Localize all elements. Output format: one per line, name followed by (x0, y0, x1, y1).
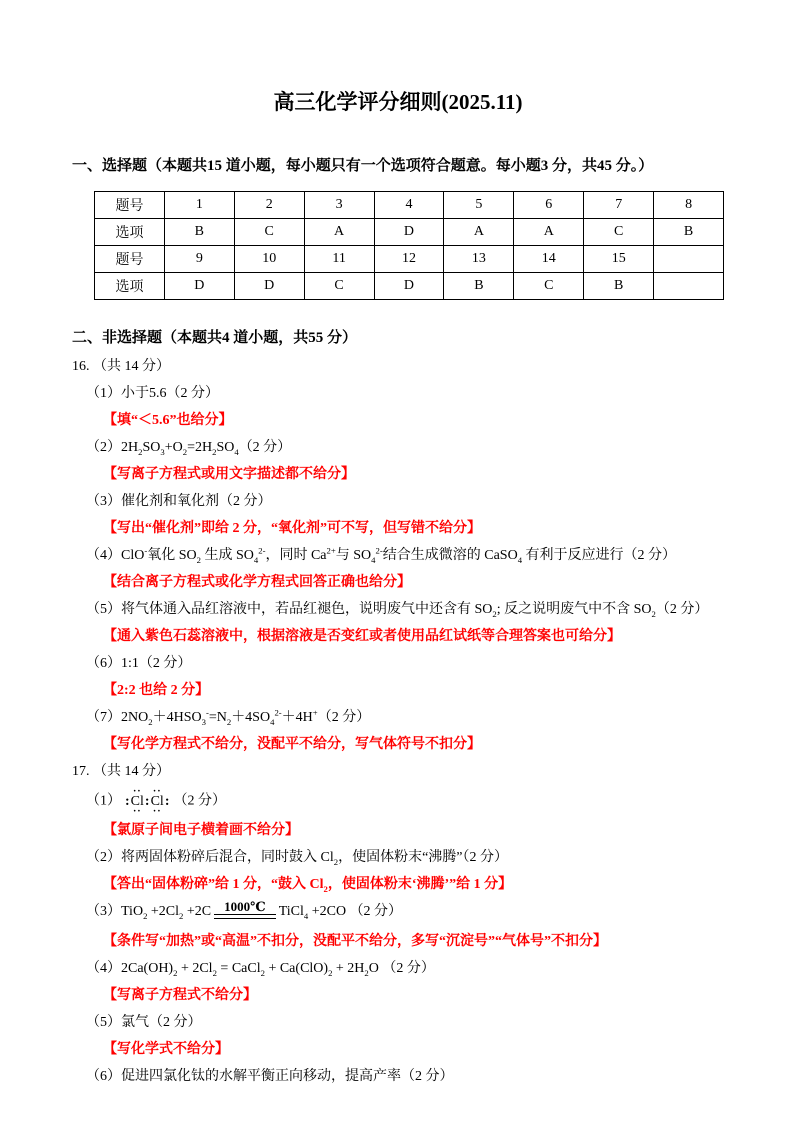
question-heading: 16. （共 14 分） (72, 359, 170, 374)
answer-cell: 15 (584, 246, 654, 273)
answer-line: （2）将两固体粉碎后混合，同时鼓入 $Cl_2$，使固体粉末“沸腾”（2 分） (86, 850, 509, 867)
answer-cell: B (654, 219, 724, 246)
answer-cell: 10 (234, 246, 304, 273)
electron-dots: ·· (152, 786, 162, 797)
electron-dots: ·· (152, 806, 162, 817)
table-row (95, 273, 724, 300)
grading-note: 【答出“固体粉碎”给 1 分，“鼓入 $Cl_2$，使固体粉末‘沸腾’”给 1 分】 (103, 877, 513, 894)
lewis-atom (130, 786, 144, 817)
grading-note: 【写离子方程式或用文字描述都不给分】 (103, 467, 355, 482)
answer-cell: 8 (654, 192, 724, 219)
answer-cell: D (234, 273, 304, 300)
grading-note: 【氯原子间电子横着画不给分】 (103, 823, 299, 838)
grading-note: 【写出“催化剂”即给 2 分，“氧化剂”可不写，但写错不给分】 (103, 521, 481, 536)
section-choice-heading: 一、选择题（本题共15 道小题，每小题只有一个选项符合题意。每小题3 分，共45 分。） (72, 158, 654, 174)
answer-cell: A (514, 219, 584, 246)
answer-cell: D (164, 273, 234, 300)
answer-cell: 4 (374, 192, 444, 219)
answer-cell: A (304, 219, 374, 246)
electron-pair-colon: : (164, 793, 170, 809)
answer-cell: 12 (374, 246, 444, 273)
electron-dots: ·· (132, 786, 142, 797)
row-label-cell: 题号 (95, 246, 165, 273)
questions (72, 357, 724, 1087)
answer-line: （3）催化剂和氧化剂（2 分） (86, 494, 272, 509)
answer-line: $(4)2Ca(OH)_2 + 2Cl_2$ = CaCl$_2$ + $Ca(ClO)_2 + 2H_2O$ （2 分） (86, 961, 435, 979)
answer-cell: B (444, 273, 514, 300)
lewis-atom (150, 786, 164, 817)
answer-line: （6）1:1（2 分） (86, 656, 192, 671)
atom-symbol: Cl (130, 794, 144, 809)
answer-cell: 9 (164, 246, 234, 273)
table-row (95, 246, 724, 273)
grading-note: 【通入紫色石蕊溶液中，根据溶液是否变红或者使用品红试纸等合理答案也可给分】 (103, 629, 621, 644)
answer-line: （6）促进四氯化钛的水解平衡正向移动，提高产率（2 分） (86, 1069, 454, 1085)
double-bond-line (214, 914, 276, 919)
grading-note: 【填“＜5.6”也给分】 (103, 413, 233, 428)
answer-cell: D (374, 219, 444, 246)
section-free-heading: 二、非选择题（本题共4 道小题，共55 分） (72, 330, 358, 346)
answer-line: $(2)2H_2SO_3+O_2=2H_2SO_4(2$ 分） (86, 440, 292, 457)
answer-cell: 14 (514, 246, 584, 273)
answer-line: （1）小于5.6（2 分） (86, 386, 219, 401)
grading-note: 【写化学式不给分】 (103, 1042, 229, 1058)
reaction-condition (214, 899, 276, 919)
answer-cell: A (444, 219, 514, 246)
grading-note: 【写化学方程式不给分，没配平不给分，写气体符号不扣分】 (103, 737, 481, 752)
answer-cell: 11 (304, 246, 374, 273)
answer-line: （4）ClO-氧化 $SO_2$ 生成 $SO_4^{2-}$，同时 $Ca^{2+}$与 $SO_4^{2-}$结合生成微溶的 CaSO$_4$ 有利于反应进行（2 分） (86, 545, 677, 565)
grading-note: 【结合离子方程式或化学方程式回答正确也给分】 (103, 575, 411, 590)
electron-pair-colon: : (125, 793, 130, 809)
answer-cell: C (304, 273, 374, 300)
lewis-structure-line: （1） : ·· Cl ·· : ·· Cl ·· : （2 分） (86, 786, 226, 817)
answer-table-body (95, 192, 724, 300)
table-row (95, 192, 724, 219)
answer-cell: C (584, 219, 654, 246)
answer-cell: B (584, 273, 654, 300)
answer-line: （5）氯气（2 分） (86, 1015, 202, 1031)
condition-text: 1000℃ (224, 899, 266, 914)
answer-cell: 6 (514, 192, 584, 219)
answer-cell: 1 (164, 192, 234, 219)
table-row (95, 219, 724, 246)
equation-line: $(3)TiO_2 +2Cl_2 +2C$ 1000℃ TiCl$_4$ +2CO （2 分） (86, 899, 403, 922)
lewis-structure (124, 786, 170, 817)
answer-cell: 5 (444, 192, 514, 219)
electron-pair-colon: : (144, 793, 150, 809)
row-label-cell: 题号 (95, 192, 165, 219)
answer-line: （5）将气体通入品红溶液中，若品红褪色，说明废气中还含有 $SO_2$; 反之说明废气中不含 $SO_2(2$ 分） (86, 602, 709, 619)
answer-cell (654, 246, 724, 273)
answer-table (94, 191, 724, 300)
row-label-cell: 选项 (95, 273, 165, 300)
answer-cell: C (514, 273, 584, 300)
answer-line: $(7)2NO_2+4HSO_3^-=N_2+4SO_4^{2-}+4H^+(2$ 分） (86, 707, 371, 727)
atom-symbol: Cl (150, 794, 164, 809)
answer-cell: B (164, 219, 234, 246)
answer-cell: 13 (444, 246, 514, 273)
question-heading: 17. （共 14 分） (72, 764, 170, 779)
answer-cell: 2 (234, 192, 304, 219)
row-label-cell: 选项 (95, 219, 165, 246)
grading-note: 【2:2 也给 2 分】 (103, 683, 210, 698)
answer-cell: D (374, 273, 444, 300)
grading-note: 【条件写“加热”或“高温”不扣分，没配平不给分，多写“沉淀号”“气体号”不扣分】 (103, 934, 607, 950)
answer-cell: 3 (304, 192, 374, 219)
answer-cell (654, 273, 724, 300)
electron-dots: ·· (132, 806, 142, 817)
grading-note: 【写离子方程式不给分】 (103, 988, 257, 1004)
answer-cell: 7 (584, 192, 654, 219)
document-title: 高三化学评分细则(2025.11) (273, 90, 523, 114)
answer-cell: C (234, 219, 304, 246)
